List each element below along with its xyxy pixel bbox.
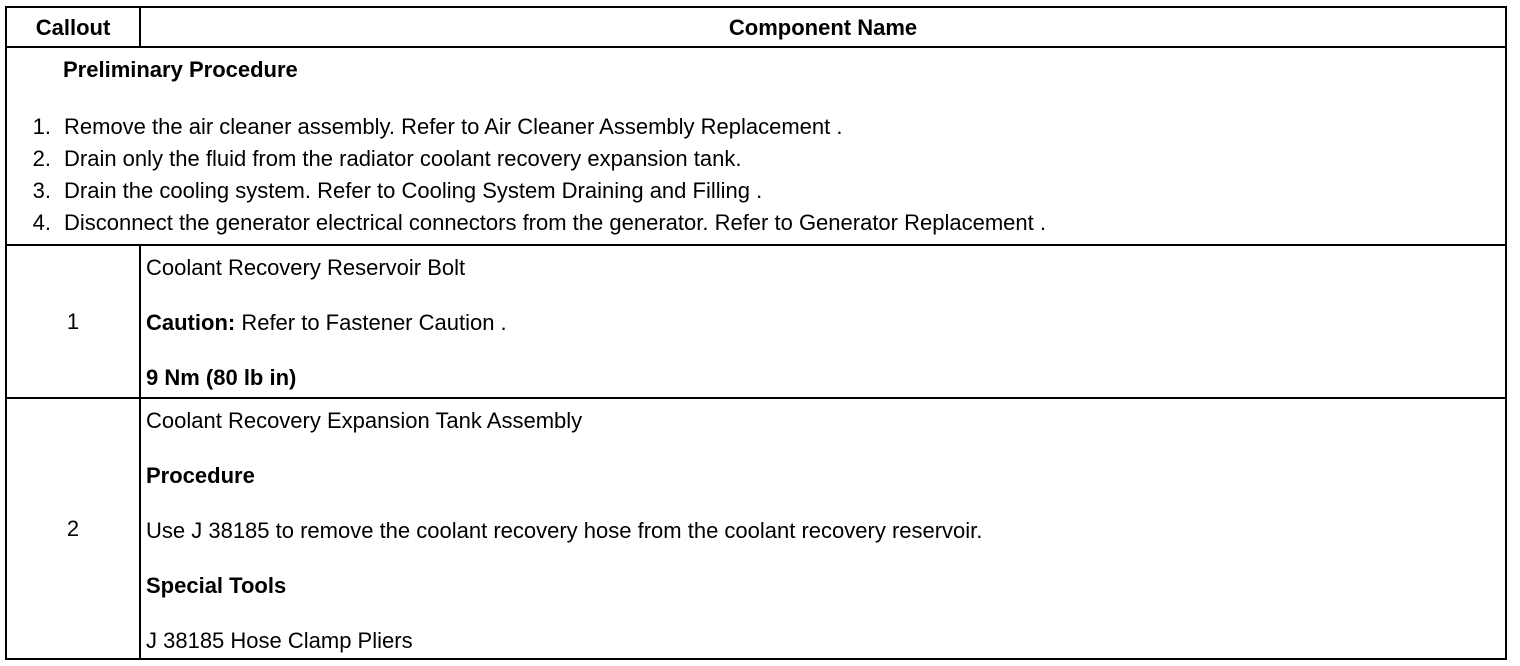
callout-header: Callout: [6, 7, 140, 47]
caution-text: Refer to Fastener Caution .: [235, 310, 507, 335]
procedure-text: Use J 38185 to remove the coolant recovery hose from the coolant recovery reservoir.: [146, 518, 983, 543]
special-tools-label: Special Tools: [146, 573, 287, 598]
component-cell: [140, 398, 1506, 659]
list-item: [7, 206, 1505, 238]
preliminary-row: [6, 47, 1506, 245]
list-item: [7, 110, 1505, 142]
component-name: Coolant Recovery Reservoir Bolt: [146, 255, 466, 280]
callout-cell: 2: [6, 398, 140, 659]
component-name: Coolant Recovery Expansion Tank Assembly: [146, 408, 583, 433]
component-table: [5, 6, 1507, 660]
step-number: 1.: [32, 113, 51, 139]
component-name-header: Component Name: [140, 7, 1506, 47]
table-row: [6, 245, 1506, 398]
procedure-label: Procedure: [146, 463, 255, 488]
callout-cell: 1: [6, 245, 140, 398]
preliminary-steps: [7, 110, 1505, 238]
step-number: 3.: [32, 177, 51, 203]
preliminary-cell: [6, 47, 1506, 245]
table-row: [6, 398, 1506, 659]
list-item: [7, 174, 1505, 206]
step-number: 2.: [32, 145, 51, 171]
step-text: Remove the air cleaner assembly. Refer to Air Cleaner Assembly Replacement .: [64, 113, 843, 139]
component-cell: [140, 245, 1506, 398]
step-number: 4.: [32, 209, 51, 235]
list-item: [7, 142, 1505, 174]
header-row: [6, 7, 1506, 47]
step-text: Disconnect the generator electrical connectors from the generator. Refer to Generator Replacement .: [64, 209, 1046, 235]
caution-note: [146, 309, 1505, 336]
step-text: Drain the cooling system. Refer to Cooling System Draining and Filling .: [64, 177, 763, 203]
torque-spec: 9 Nm (80 lb in): [146, 365, 297, 390]
preliminary-title: Preliminary Procedure: [63, 57, 298, 82]
caution-label: Caution:: [146, 310, 236, 335]
step-text: Drain only the fluid from the radiator coolant recovery expansion tank.: [64, 145, 742, 171]
special-tools-text: J 38185 Hose Clamp Pliers: [146, 628, 413, 653]
